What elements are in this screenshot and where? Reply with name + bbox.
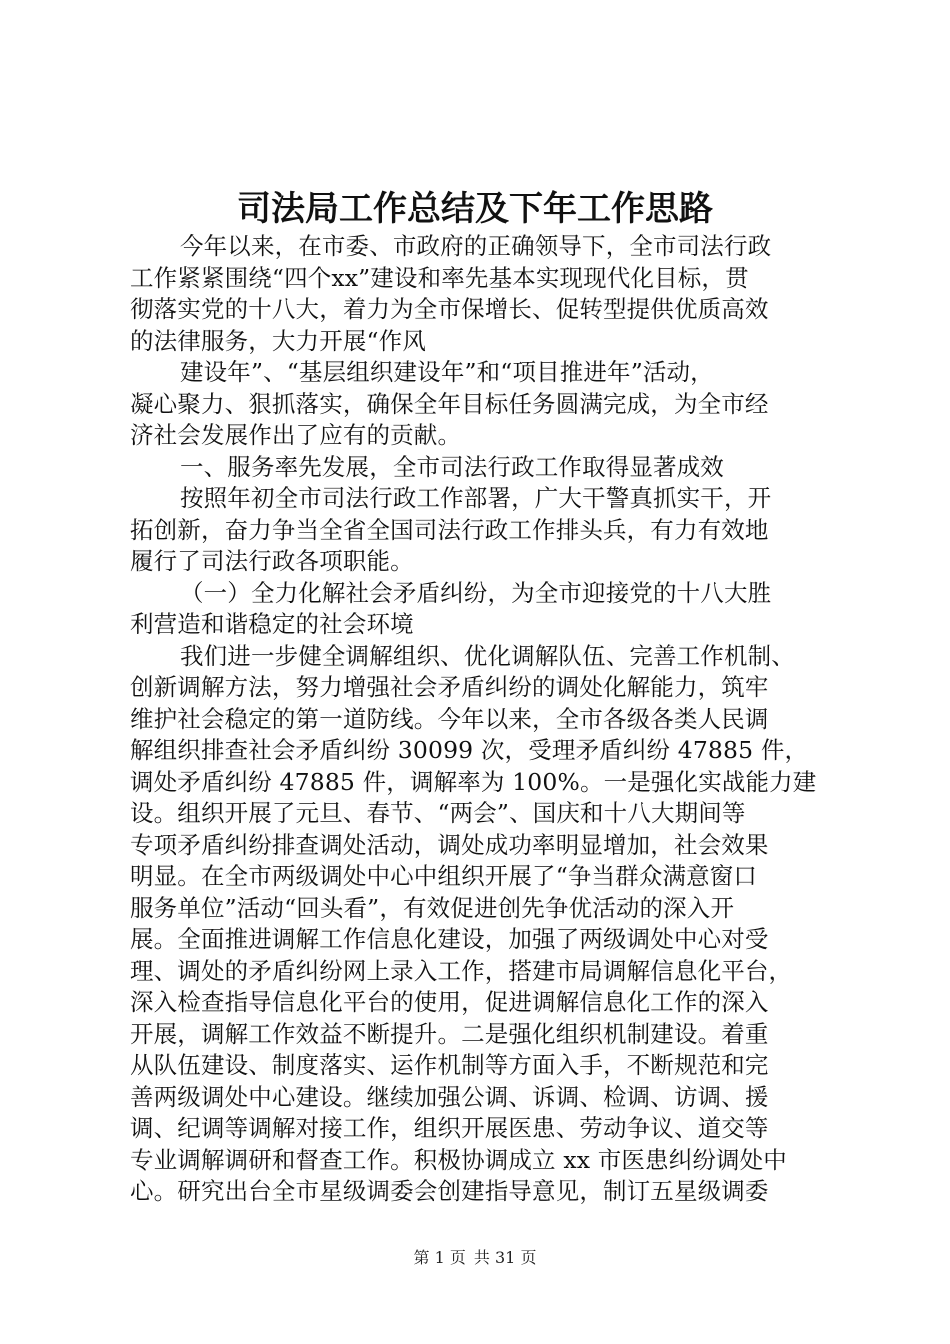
text-line: 开展，调解工作效益不断提升。二是强化组织机制建设。着重 bbox=[130, 1019, 769, 1048]
text-line: 拓创新，奋力争当全省全国司法行政工作排头兵，有力有效地 bbox=[130, 515, 769, 544]
document-title: 司法局工作总结及下年工作思路 bbox=[237, 189, 713, 229]
text-line: 解组织排查社会矛盾纠纷 30099 次，受理矛盾纠纷 47885 件， bbox=[130, 736, 809, 764]
text-line: 调、纪调等调解对接工作，组织开展医患、劳动争议、道交等 bbox=[130, 1114, 769, 1142]
page-total: 共 31 页 bbox=[473, 1248, 537, 1267]
text-line: 专项矛盾纠纷排查调处活动，调处成功率明显增加，社会效果 bbox=[130, 830, 769, 859]
text-line: 调处矛盾纠纷 47885 件，调解率为 100%。一是强化实战能力建 bbox=[130, 767, 817, 796]
text-line: 履行了司法行政各项职能。 bbox=[130, 547, 414, 575]
text-line: 一、服务率先发展，全市司法行政工作取得显著成效 bbox=[180, 452, 724, 481]
text-line: 凝心聚力、狠抓落实，确保全年目标任务圆满完成，为全市经 bbox=[130, 389, 769, 418]
text-line: 从队伍建设、制度落实、运作机制等方面入手，不断规范和完 bbox=[130, 1051, 769, 1079]
document-body bbox=[130, 231, 830, 1208]
text-line: 彻落实党的十八大，着力为全市保增长、促转型提供优质高效 bbox=[130, 295, 769, 323]
text-line: 按照年初全市司法行政工作部署，广大干警真抓实干，开 bbox=[180, 484, 772, 512]
text-line: 建设年”、“基层组织建设年”和“项目推进年”活动， bbox=[180, 358, 714, 386]
text-line: 服务单位”活动“回头看”，有效促进创先争优活动的深入开 bbox=[130, 893, 735, 922]
text-line: 济社会发展作出了应有的贡献。 bbox=[130, 421, 462, 449]
text-line: 明显。在全市两级调处中心中组织开展了“争当群众满意窗口 bbox=[130, 862, 758, 890]
text-line: 设。组织开展了元旦、春节、“两会”、国庆和十八大期间等 bbox=[130, 799, 746, 827]
text-line: 利营造和谐稳定的社会环境 bbox=[130, 610, 414, 638]
text-line: 工作紧紧围绕“四个xx”建设和率先基本实现现代化目标，贯 bbox=[130, 263, 749, 292]
text-line: 我们进一步健全调解组织、优化调解队伍、完善工作机制、 bbox=[180, 641, 795, 670]
text-line: 展。全面推进调解工作信息化建设，加强了两级调处中心对受 bbox=[130, 925, 769, 953]
text-line: 维护社会稳定的第一道防线。今年以来，全市各级各类人民调 bbox=[130, 704, 769, 733]
text-line: 今年以来，在市委、市政府的正确领导下，全市司法行政 bbox=[180, 232, 772, 260]
text-line: 的法律服务，大力开展“作风 bbox=[130, 326, 426, 355]
text-line: 理、调处的矛盾纠纷网上录入工作，搭建市局调解信息化平台， bbox=[130, 956, 793, 985]
page-number: 第 1 页 bbox=[413, 1248, 466, 1267]
text-line: 心。研究出台全市星级调委会创建指导意见，制订五星级调委 bbox=[130, 1177, 769, 1205]
text-line: 专业调解调研和督查工作。积极协调成立 xx 市医患纠纷调处中 bbox=[130, 1145, 787, 1174]
text-line: 创新调解方法，努力增强社会矛盾纠纷的调处化解能力，筑牢 bbox=[130, 673, 769, 701]
page-footer bbox=[0, 1247, 950, 1269]
text-line: （一）全力化解社会矛盾纠纷，为全市迎接党的十八大胜 bbox=[180, 578, 772, 607]
text-line: 善两级调处中心建设。继续加强公调、诉调、检调、访调、援 bbox=[130, 1082, 769, 1111]
text-line: 深入检查指导信息化平台的使用，促进调解信息化工作的深入 bbox=[130, 988, 769, 1016]
